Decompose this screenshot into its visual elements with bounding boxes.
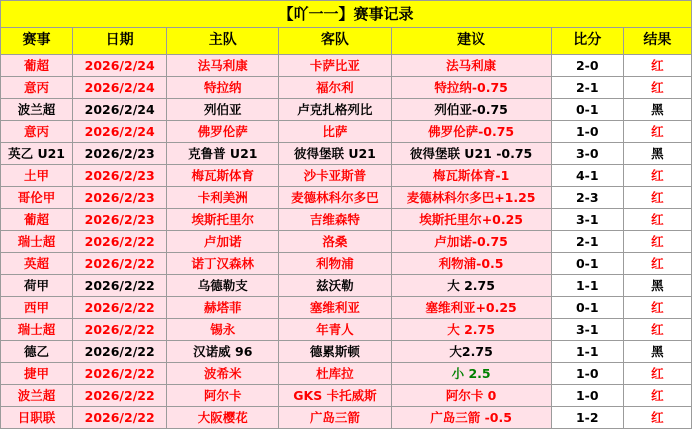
cell-home-team: 诺丁汉森林 — [167, 253, 279, 275]
cell-result: 红 — [623, 407, 691, 429]
cell-event: 瑞士超 — [1, 319, 73, 341]
table-row — [1, 407, 692, 429]
cell-score: 3-1 — [551, 209, 623, 231]
cell-advice: 大2.75 — [391, 341, 551, 363]
cell-date: 2026/2/22 — [73, 407, 167, 429]
cell-home-team: 汉诺威 96 — [167, 341, 279, 363]
cell-result: 黑 — [623, 275, 691, 297]
cell-date: 2026/2/22 — [73, 319, 167, 341]
cell-advice: 彼得堡联 U21 -0.75 — [391, 143, 551, 165]
cell-date: 2026/2/24 — [73, 55, 167, 77]
cell-away-team: 德累斯顿 — [279, 341, 391, 363]
column-header-home: 主队 — [167, 28, 279, 55]
cell-event: 哥伦甲 — [1, 187, 73, 209]
cell-advice: 麦德林科尔多巴+1.25 — [391, 187, 551, 209]
cell-away-team: 彼得堡联 U21 — [279, 143, 391, 165]
cell-away-team: 洛桑 — [279, 231, 391, 253]
cell-result: 红 — [623, 209, 691, 231]
table-row — [1, 55, 692, 77]
cell-away-team: 兹沃勒 — [279, 275, 391, 297]
cell-advice: 法马利康 — [391, 55, 551, 77]
cell-date: 2026/2/23 — [73, 143, 167, 165]
cell-event: 荷甲 — [1, 275, 73, 297]
cell-date: 2026/2/24 — [73, 121, 167, 143]
table-row — [1, 341, 692, 363]
cell-date: 2026/2/22 — [73, 297, 167, 319]
table-row — [1, 121, 692, 143]
cell-result: 红 — [623, 363, 691, 385]
cell-date: 2026/2/22 — [73, 363, 167, 385]
cell-result: 红 — [623, 121, 691, 143]
cell-result: 红 — [623, 165, 691, 187]
cell-advice: 利物浦-0.5 — [391, 253, 551, 275]
table-row — [1, 209, 692, 231]
cell-score: 1-1 — [551, 275, 623, 297]
cell-date: 2026/2/24 — [73, 77, 167, 99]
cell-home-team: 梅瓦斯体育 — [167, 165, 279, 187]
cell-advice: 佛罗伦萨-0.75 — [391, 121, 551, 143]
cell-score: 2-0 — [551, 55, 623, 77]
cell-home-team: 卡利美洲 — [167, 187, 279, 209]
cell-advice: 小 2.5 — [391, 363, 551, 385]
cell-away-team: 沙卡亚斯普 — [279, 165, 391, 187]
cell-score: 1-0 — [551, 121, 623, 143]
cell-home-team: 赫塔菲 — [167, 297, 279, 319]
cell-event: 日职联 — [1, 407, 73, 429]
cell-away-team: 广岛三箭 — [279, 407, 391, 429]
cell-away-team: 卡萨比亚 — [279, 55, 391, 77]
cell-event: 英超 — [1, 253, 73, 275]
cell-event: 意丙 — [1, 77, 73, 99]
column-header-date: 日期 — [73, 28, 167, 55]
cell-advice: 广岛三箭 -0.5 — [391, 407, 551, 429]
cell-event: 葡超 — [1, 55, 73, 77]
cell-away-team: 福尔利 — [279, 77, 391, 99]
cell-date: 2026/2/22 — [73, 231, 167, 253]
cell-away-team: 利物浦 — [279, 253, 391, 275]
cell-advice: 阿尔卡 0 — [391, 385, 551, 407]
cell-result: 红 — [623, 55, 691, 77]
cell-score: 1-0 — [551, 385, 623, 407]
table-row — [1, 143, 692, 165]
table-row — [1, 253, 692, 275]
cell-date: 2026/2/24 — [73, 99, 167, 121]
cell-score: 2-1 — [551, 77, 623, 99]
cell-home-team: 大阪樱花 — [167, 407, 279, 429]
cell-score: 2-3 — [551, 187, 623, 209]
cell-date: 2026/2/23 — [73, 165, 167, 187]
cell-home-team: 阿尔卡 — [167, 385, 279, 407]
table-row — [1, 231, 692, 253]
cell-home-team: 法马利康 — [167, 55, 279, 77]
cell-advice: 卢加诺-0.75 — [391, 231, 551, 253]
cell-advice: 塞维利亚+0.25 — [391, 297, 551, 319]
cell-date: 2026/2/23 — [73, 209, 167, 231]
cell-away-team: GKS 卡托威斯 — [279, 385, 391, 407]
cell-result: 红 — [623, 187, 691, 209]
cell-date: 2026/2/23 — [73, 187, 167, 209]
cell-result: 红 — [623, 385, 691, 407]
cell-result: 黑 — [623, 143, 691, 165]
cell-home-team: 列伯亚 — [167, 99, 279, 121]
column-header-score: 比分 — [551, 28, 623, 55]
cell-result: 红 — [623, 319, 691, 341]
table-header-row — [1, 28, 692, 55]
cell-score: 1-2 — [551, 407, 623, 429]
cell-advice: 大 2.75 — [391, 275, 551, 297]
cell-event: 德乙 — [1, 341, 73, 363]
cell-score: 2-1 — [551, 231, 623, 253]
cell-event: 捷甲 — [1, 363, 73, 385]
table-row — [1, 297, 692, 319]
cell-date: 2026/2/22 — [73, 385, 167, 407]
cell-home-team: 波希米 — [167, 363, 279, 385]
table-row — [1, 99, 692, 121]
cell-advice: 大 2.75 — [391, 319, 551, 341]
cell-event: 英乙 U21 — [1, 143, 73, 165]
cell-event: 土甲 — [1, 165, 73, 187]
column-header-advice: 建议 — [391, 28, 551, 55]
table-title-row — [1, 1, 692, 28]
cell-event: 瑞士超 — [1, 231, 73, 253]
cell-date: 2026/2/22 — [73, 341, 167, 363]
cell-score: 3-0 — [551, 143, 623, 165]
page-title: 【吖一一】赛事记录 — [1, 1, 692, 28]
cell-result: 红 — [623, 297, 691, 319]
cell-score: 0-1 — [551, 99, 623, 121]
column-header-event: 赛事 — [1, 28, 73, 55]
cell-home-team: 埃斯托里尔 — [167, 209, 279, 231]
cell-away-team: 吉维森特 — [279, 209, 391, 231]
cell-away-team: 麦德林科尔多巴 — [279, 187, 391, 209]
cell-result: 红 — [623, 77, 691, 99]
cell-advice: 列伯亚-0.75 — [391, 99, 551, 121]
cell-home-team: 佛罗伦萨 — [167, 121, 279, 143]
cell-home-team: 乌德勒支 — [167, 275, 279, 297]
cell-score: 1-0 — [551, 363, 623, 385]
cell-away-team: 杜库拉 — [279, 363, 391, 385]
cell-advice: 特拉纳-0.75 — [391, 77, 551, 99]
cell-score: 3-1 — [551, 319, 623, 341]
cell-away-team: 塞维利亚 — [279, 297, 391, 319]
cell-home-team: 锡永 — [167, 319, 279, 341]
cell-score: 0-1 — [551, 297, 623, 319]
table-row — [1, 319, 692, 341]
cell-result: 红 — [623, 231, 691, 253]
table-row — [1, 165, 692, 187]
table-row — [1, 77, 692, 99]
cell-score: 0-1 — [551, 253, 623, 275]
cell-event: 波兰超 — [1, 385, 73, 407]
table-row — [1, 363, 692, 385]
cell-event: 葡超 — [1, 209, 73, 231]
cell-away-team: 比萨 — [279, 121, 391, 143]
table-body — [1, 1, 692, 429]
cell-home-team: 卢加诺 — [167, 231, 279, 253]
cell-event: 意丙 — [1, 121, 73, 143]
cell-event: 西甲 — [1, 297, 73, 319]
table-row — [1, 187, 692, 209]
cell-date: 2026/2/22 — [73, 253, 167, 275]
cell-home-team: 特拉纳 — [167, 77, 279, 99]
table-row — [1, 385, 692, 407]
column-header-result: 结果 — [623, 28, 691, 55]
cell-away-team: 年青人 — [279, 319, 391, 341]
cell-result: 黑 — [623, 341, 691, 363]
cell-date: 2026/2/22 — [73, 275, 167, 297]
cell-advice: 埃斯托里尔+0.25 — [391, 209, 551, 231]
cell-score: 1-1 — [551, 341, 623, 363]
cell-home-team: 克鲁普 U21 — [167, 143, 279, 165]
cell-advice: 梅瓦斯体育-1 — [391, 165, 551, 187]
column-header-away: 客队 — [279, 28, 391, 55]
cell-away-team: 卢克扎格列比 — [279, 99, 391, 121]
cell-result: 黑 — [623, 99, 691, 121]
cell-score: 4-1 — [551, 165, 623, 187]
cell-result: 红 — [623, 253, 691, 275]
table-row — [1, 275, 692, 297]
cell-event: 波兰超 — [1, 99, 73, 121]
